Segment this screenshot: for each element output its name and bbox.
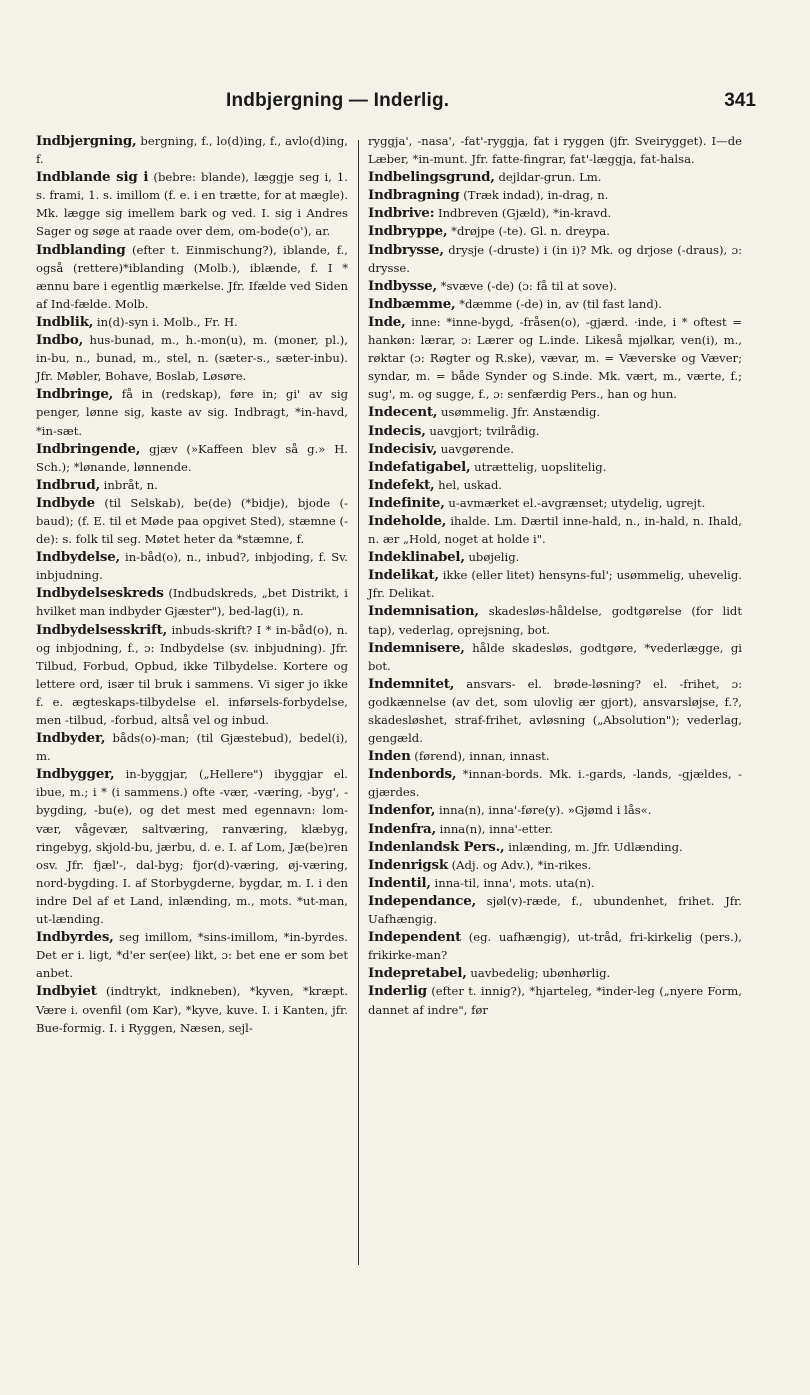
- dictionary-entry: [368, 512, 742, 548]
- entry-definition: få in (redskap), føre in; gi' av sig penger, lønne sig, kaste av sig. Indbragt, *in-havd, *in-sæt.: [36, 387, 348, 438]
- entry-headword: Inden: [368, 748, 411, 765]
- entry-headword: Indbelingsgrund,: [368, 169, 495, 186]
- entry-definition: (Træk indad), in-drag, n.: [459, 188, 609, 203]
- entry-definition: drysje (-druste) i (in i)? Mk. og drjose (-draus), ɔ: drysse.: [368, 242, 742, 275]
- dictionary-entry: [368, 313, 742, 403]
- entry-definition: ansvars- el. brøde-løsning? el. -frihet, ɔ: godkænnelse (av det, som ulovlig ær gjort), ansvarsløjse, f.?, skadesløshet, straf-frihet, avløsning („Absolution"); vederlag, gengæld.: [368, 676, 742, 746]
- entry-headword: Indbrud,: [36, 476, 100, 493]
- dictionary-entry: [368, 476, 742, 494]
- dictionary-entry: [36, 494, 348, 548]
- entry-definition: ihalde. Lm. Dærtil inne-hald, n., in-hald, n. Ihald, n. ær „Hold, noget at holde i".: [368, 513, 742, 547]
- entry-definition: (efter t. Einmischung?), iblande, f., også (rettere)*iblanding (Molb.), iblænde, f. I * ænnu bare i egentlig mærkelse. Jfr. Ifælde ved Siden af Ind-fælde. Molb.: [36, 242, 348, 311]
- dictionary-entry: [368, 458, 742, 476]
- entry-definition: hålde skadesløs, godtgøre, *vederlægge, gi bot.: [368, 640, 742, 673]
- entry-definition: sjøl(v)-ræde, f., ubundenhet, frihet. Jfr. Uafhængig.: [368, 893, 742, 927]
- dictionary-entry: [36, 765, 348, 928]
- entry-definition: in(d)-syn i. Molb., Fr. H.: [93, 314, 238, 329]
- dictionary-entry: [36, 548, 348, 584]
- dictionary-entry: [368, 204, 742, 222]
- entry-definition: ubøjelig.: [464, 550, 520, 565]
- left-column: [36, 132, 348, 1037]
- dictionary-entry: [368, 241, 742, 277]
- dictionary-entry: [36, 440, 348, 476]
- dictionary-entry: [368, 892, 742, 928]
- dictionary-entry: [368, 602, 742, 638]
- dictionary-entry: [36, 132, 348, 168]
- entry-definition: Indbreven (Gjæld), *in-kravd.: [434, 206, 612, 221]
- dictionary-entry: [368, 856, 742, 874]
- dictionary-entry: [368, 277, 742, 295]
- entry-headword: Indbrysse,: [368, 241, 444, 258]
- dictionary-entry: [36, 729, 348, 765]
- entry-headword: Indbryppe,: [368, 223, 448, 240]
- dictionary-entry: [368, 639, 742, 675]
- entry-definition: bergning, f., lo(d)ing, f., avlo(d)ing, f.: [36, 134, 348, 167]
- dictionary-entry: [36, 313, 348, 331]
- right-column: [368, 132, 742, 1019]
- entry-headword: Indbygger,: [36, 766, 115, 783]
- dictionary-entry: [368, 222, 742, 240]
- running-header: [36, 90, 756, 124]
- entry-definition: inna-til, inna', mots. uta(n).: [430, 875, 595, 890]
- entry-headword: Indefinite,: [368, 494, 445, 511]
- entry-headword: Indbydelseskreds: [36, 585, 164, 602]
- entry-headword: Indbragning: [368, 187, 460, 204]
- entry-definition: utrættelig, uopslitelig.: [470, 459, 607, 474]
- entry-headword: Indenbords,: [368, 766, 457, 783]
- entry-headword: Indbyiet: [36, 983, 97, 1000]
- entry-headword: Indbringende,: [36, 440, 141, 457]
- entry-headword: Independent: [368, 929, 462, 946]
- entry-definition: ikke (eller litet) hensyns-ful'; usømmelig, uhevelig. Jfr. Delikat.: [368, 568, 742, 601]
- running-title: Indbjergning — Inderlig.: [226, 90, 450, 111]
- entry-definition: (efter t. innig?), *hjarteleg, *inder-leg („nyere Form, dannet af indre", før: [368, 984, 742, 1017]
- dictionary-entry: [368, 982, 742, 1018]
- entry-headword: Indbydelsesskrift,: [36, 621, 168, 638]
- dictionary-entry: [368, 440, 742, 458]
- entry-definition: (førend), innan, innast.: [410, 749, 550, 764]
- dictionary-entry: [368, 675, 742, 747]
- entry-definition: (til Selskab), be(de) (*bidje), bjode (-baud); (f. E. til et Møde paa opgivet Sted), stæmne (-de): s. folk til seg. Møtet heter da *stæmne, f.: [36, 495, 348, 547]
- column-divider: [358, 140, 359, 1265]
- dictionary-entry: [36, 385, 348, 439]
- entry-headword: Indemnitet,: [368, 675, 455, 692]
- entry-headword: Indbydelse,: [36, 549, 120, 566]
- entry-definition: usømmelig. Jfr. Anstændig.: [437, 405, 601, 420]
- dictionary-entry: [368, 548, 742, 566]
- entry-headword: Independance,: [368, 892, 477, 909]
- entry-headword: Indblik,: [36, 313, 94, 330]
- entry-definition: hus-bunad, m., h.-mon(u), m. (moner, pl.), in-bu, n., bunad, m., stel, n. (sæter-s., sæter-inbu). Jfr. Møbler, Bohave, Boslab, Løsøre.: [36, 333, 348, 384]
- entry-definition: (Adj. og Adv.), *in-rikes.: [447, 857, 592, 872]
- entry-headword: Indeklinabel,: [368, 549, 465, 566]
- dictionary-entry: [368, 874, 742, 892]
- entry-definition: in-byggjar, („Hellere") ibyggjar el. ibue, m.; i * (i sammens.) ofte -vær, -væring, -byg', -bygding, -bu(e), og det mest med egennavn: lom-vær, vågevær, saltværing, ranværing, klæbyg, ringebyg, skjold-bu, jærbu, d. e. I. af Lom, Jæ(be)ren osv. Jfr. fjæl'-, dal-byg; fjor(d)-væring, øj-væring, nord-bygding. I. af Storbygderne, bygdar, m. I. i den indre Del af et Land, inlænding, m., mots. *ut-man, ut-lænding.: [36, 767, 348, 927]
- dictionary-entry: [368, 403, 742, 421]
- entry-definition: (bebre: blande), læggje seg i, 1. s. frami, 1. s. imillom (f. e. i en trætte, for at mægle). Mk. lægge sig imellem bark og ved. I. sig i Andres Sager og søge at raade over dem, om-bode(o'), ar.: [36, 170, 348, 239]
- entry-definition: (eg. uafhængig), ut-tråd, fri-kirkelig (pers.), frikirke-man?: [368, 930, 742, 963]
- dictionary-entry: [368, 928, 742, 964]
- entry-definition: inlænding, m. Jfr. Udlænding.: [504, 839, 683, 854]
- entry-definition: inbråt, n.: [99, 477, 158, 492]
- entry-headword: Indemnisation,: [368, 603, 479, 620]
- entry-headword: Indbyde: [36, 494, 95, 511]
- entry-headword: Indecisiv,: [368, 440, 438, 457]
- dictionary-entry: [36, 928, 348, 982]
- entry-headword: Indemnisere,: [368, 639, 465, 656]
- entry-definition: ryggja', -nasa', -fat'-ryggja, fat i ryggen (jfr. Sveirygget). I—de Læber, *in-munt. Jfr. fatte-fingrar, fat'-læggja, fat-halsa.: [368, 134, 742, 167]
- entry-headword: Indeholde,: [368, 512, 447, 529]
- entry-headword: Indefatigabel,: [368, 458, 471, 475]
- dictionary-entry: [368, 494, 742, 512]
- dictionary-entry: [36, 476, 348, 494]
- entry-headword: Indbyder,: [36, 730, 106, 747]
- entry-definition: u-avmærket el.-avgrænset; utydelig, ugrejt.: [444, 495, 706, 510]
- entry-headword: Indenfra,: [368, 820, 436, 837]
- entry-headword: Indecis,: [368, 422, 426, 439]
- entry-definition: gjæv (»Kaffeen blev så g.» H. Sch.); *lønande, lønnende.: [36, 441, 348, 474]
- entry-headword: Indbrive:: [368, 205, 435, 222]
- dictionary-entry: [36, 331, 348, 385]
- entry-definition: *dæmme (-de) in, av (til fast land).: [455, 296, 662, 311]
- entry-definition: hel, uskad.: [434, 477, 503, 492]
- entry-headword: Indenrigsk: [368, 856, 448, 873]
- dictionary-entry: [368, 422, 742, 440]
- entry-headword: Indbyrdes,: [36, 929, 114, 946]
- entry-definition: dejldar-grun. Lm.: [494, 170, 602, 185]
- dictionary-entry: [36, 621, 348, 730]
- dictionary-entry: [368, 964, 742, 982]
- entry-headword: Indefekt,: [368, 476, 435, 493]
- entry-headword: Indenfor,: [368, 802, 436, 819]
- dictionary-entry: [368, 132, 742, 168]
- dictionary-entry: [368, 295, 742, 313]
- entry-headword: Inde,: [368, 313, 406, 330]
- entry-definition: (Indbudskreds, „bet Distrikt, i hvilket man indbyder Gjæster"), bed-lag(i), n.: [36, 586, 348, 619]
- dictionary-entry: [368, 168, 742, 186]
- entry-headword: Indbringe,: [36, 386, 114, 403]
- dictionary-entry: [368, 801, 742, 819]
- entry-definition: seg imillom, *sins-imillom, *in-byrdes. Det er i. ligt, *d'er ser(ee) likt, ɔ: bet ene er som bet anbet.: [36, 930, 348, 981]
- page-number: 341: [724, 90, 756, 111]
- entry-definition: inna(n), inna'-etter.: [435, 821, 553, 836]
- entry-definition: (indtrykt, indkneben), *kyven, *kræpt. Være i. ovenfil (om Kar), *kyve, kuve. I. i Kanten, jfr. Bue-formig. I. i Ryggen, Næsen, sejl-: [36, 984, 348, 1035]
- dictionary-entry: [368, 765, 742, 801]
- entry-definition: inne: *inne-bygd, -fråsen(o), -gjærd. ·inde, i * oftest = hankøn: lærar, ɔ: Lærer og L.inde. Likeså mjølkar, ven(i), m., røktar (ɔ: Røgter og R.ske), vævar, m. = Væverske og Væver; syndar, m. = både Synder og S.inde. Mk. vært, m., værte, f.; sug', m. og sugge, f., ɔ: senfærdig Pers., han og hun.: [368, 314, 742, 402]
- entry-headword: Indbæmme,: [368, 295, 456, 312]
- dictionary-entry: [36, 241, 348, 313]
- dictionary-entry: [36, 982, 348, 1036]
- dictionary-entry: [368, 838, 742, 856]
- entry-definition: inna(n), inna'-føre(y). »Gjømd i lås«.: [435, 803, 652, 818]
- entry-headword: Indblande sig i: [36, 169, 149, 186]
- entry-definition: uavgjort; tvilrådig.: [425, 423, 540, 438]
- entry-definition: *innan-bords. Mk. i.-gards, -lands, -gjældes, -gjærdes.: [368, 767, 742, 800]
- entry-headword: Indentil,: [368, 874, 431, 891]
- dictionary-entry: [368, 186, 742, 204]
- entry-headword: Indbysse,: [368, 277, 437, 294]
- entry-headword: Indbjergning,: [36, 133, 137, 149]
- dictionary-entry: [368, 820, 742, 838]
- entry-definition: uavgørende.: [437, 441, 514, 456]
- dictionary-entry: [36, 168, 348, 240]
- dictionary-entry: [368, 566, 742, 602]
- entry-headword: Indepretabel,: [368, 965, 467, 982]
- entry-definition: skadesløs-håldelse, godtgørelse (for lidt tap), vederlag, oprejsning, bot.: [368, 604, 742, 637]
- entry-headword: Indenlandsk Pers.,: [368, 838, 505, 855]
- entry-definition: *svæve (-de) (ɔ: få til at sove).: [436, 278, 617, 293]
- entry-definition: *drøjpe (-te). Gl. n. dreypa.: [447, 224, 610, 239]
- entry-definition: in-båd(o), n., inbud?, inbjoding, f. Sv. inbjudning.: [36, 550, 348, 583]
- entry-definition: inbuds-skrift? I * in-båd(o), n. og inbjodning, f., ɔ: Indbydelse (sv. inbjudning). Jfr. Tilbud, Forbud, Opbud, ikke Tilbydelse. Kortere og lettere ord, især til bruk i sammens. Vi siger jo ikke f. e. ægteskaps-tilbydelse el. inførsels-forbydelse, men -tilbud, -forbud, altså vel og inbud.: [36, 622, 348, 727]
- dictionary-entry: [36, 584, 348, 620]
- entry-headword: Indecent,: [368, 404, 438, 421]
- entry-headword: Indelikat,: [368, 567, 439, 584]
- entry-headword: Indbo,: [36, 332, 84, 349]
- entry-headword: Indblanding: [36, 241, 126, 258]
- entry-definition: uavbedelig; ubønhørlig.: [466, 966, 611, 981]
- entry-headword: Inderlig: [368, 983, 427, 1000]
- dictionary-entry: [368, 747, 742, 765]
- entry-definition: båds(o)-man; (til Gjæstebud), bedel(i), m.: [36, 731, 348, 764]
